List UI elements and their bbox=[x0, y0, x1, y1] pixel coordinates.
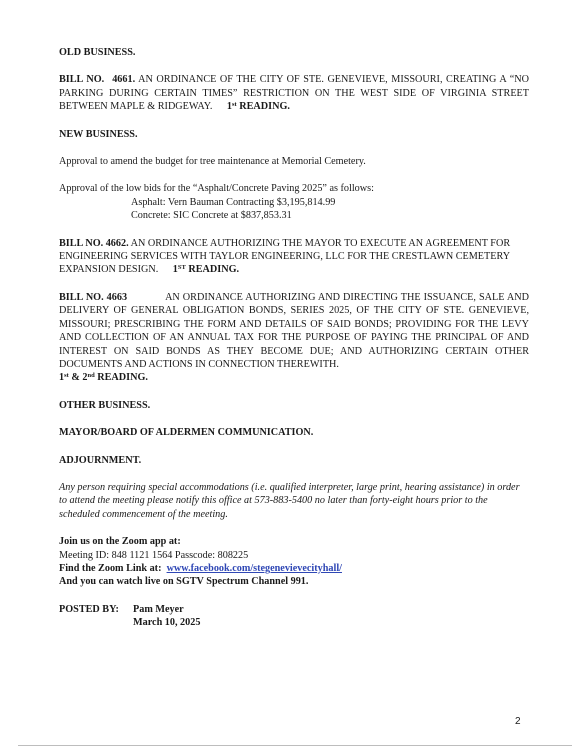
posted-by bbox=[59, 603, 529, 616]
page-bottom-rule bbox=[18, 745, 572, 746]
bid-asphalt: Asphalt: Vern Bauman Contracting $3,195,814.99 bbox=[131, 196, 336, 208]
other-business-heading: OTHER BUSINESS. bbox=[59, 399, 151, 411]
bill-4662-reading: 1ST READING. bbox=[172, 264, 240, 276]
bill-4663-reading: 1st & 2nd READING. bbox=[59, 372, 148, 384]
old-business-heading: OLD BUSINESS. bbox=[59, 47, 136, 58]
zoom-link-line bbox=[59, 562, 529, 575]
zoom-join: Join us on the Zoom app at: bbox=[59, 536, 181, 548]
bill-4661-number: 4661. bbox=[112, 74, 136, 86]
bill-4661-label: BILL NO. bbox=[59, 74, 105, 86]
bill-4661-reading: 1st READING. bbox=[226, 101, 290, 113]
posted-by-name: Pam Meyer bbox=[133, 603, 184, 615]
facebook-link[interactable]: www.facebook.com/stegenevievecityhall/ bbox=[166, 562, 342, 574]
bill-4662-text: AN ORDINANCE AUTHORIZING THE MAYOR TO EXECUTE AN AGREEMENT FOR ENGINEERING SERVICES WITH TAYLOR ENGINEERING, LLC FOR THE CRESTLAWN CEMETERY EXPANSION DESIGN. bbox=[59, 237, 511, 276]
sgtv-channel: And you can watch live on SGTV Spectrum Channel 991. bbox=[59, 576, 309, 588]
posted-date: March 10, 2025 bbox=[133, 617, 201, 629]
zoom-meeting-id: Meeting ID: 848 1121 1564 Passcode: 808225 bbox=[59, 549, 249, 561]
agenda-content bbox=[59, 46, 529, 630]
bill-4662-label: BILL NO. 4662. bbox=[59, 237, 129, 249]
adjournment-heading: ADJOURNMENT. bbox=[59, 454, 142, 466]
bill-4661-text: AN ORDINANCE OF THE CITY OF STE. GENEVIEVE, MISSOURI, CREATING A “NO PARKING DURING CERTAIN TIMES” RESTRICTION ON THE WEST SIDE OF VIRGINIA STREET BETWEEN MAPLE & RIDGEWAY. bbox=[59, 74, 530, 113]
page-number: 2 bbox=[515, 716, 521, 727]
posted-by-label: POSTED BY: bbox=[59, 603, 119, 615]
accommodations-notice: Any person requiring special accommodations (i.e. qualified interpreter, large print, hearing assistance) in order to attend the meeting please notify this office at 573-883-5400 no later than forty-eight hours prior to the scheduled commencement of the meeting. bbox=[59, 481, 520, 520]
bill-4662 bbox=[59, 237, 529, 277]
new-business-heading: NEW BUSINESS. bbox=[59, 128, 138, 140]
bill-4661 bbox=[59, 73, 529, 113]
bill-4663-text: AN ORDINANCE AUTHORIZING AND DIRECTING THE ISSUANCE, SALE AND DELIVERY OF GENERAL OBLIGATION BONDS, SERIES 2025, OF THE CITY OF STE. GENEVIEVE, MISSOURI; PRESCRIBING THE FORM AND DETAILS OF SAID BONDS; PROVIDING FOR THE LEVY AND COLLECTION OF AN ANNUAL TAX FOR THE PURPOSE OF PAYING THE PRINCIPAL OF AND INTEREST ON SAID BONDS AS THEY BECOME DUE; AND AUTHORIZING CERTAIN OTHER DOCUMENTS AND ACTIONS IN CONNECTION THEREWITH. bbox=[59, 291, 529, 370]
tree-maintenance-item: Approval to amend the budget for tree maintenance at Memorial Cemetery. bbox=[59, 156, 366, 168]
bill-4663-label: BILL NO. 4663 bbox=[59, 291, 128, 303]
paving-bids-intro: Approval of the low bids for the “Asphalt/Concrete Paving 2025” as follows: bbox=[59, 183, 374, 195]
zoom-link-label: Find the Zoom Link at: bbox=[59, 562, 162, 574]
bill-4663 bbox=[59, 291, 529, 371]
bid-concrete: Concrete: SIC Concrete at $837,853.31 bbox=[131, 210, 292, 222]
mayor-communication-heading: MAYOR/BOARD OF ALDERMEN COMMUNICATION. bbox=[59, 427, 314, 439]
